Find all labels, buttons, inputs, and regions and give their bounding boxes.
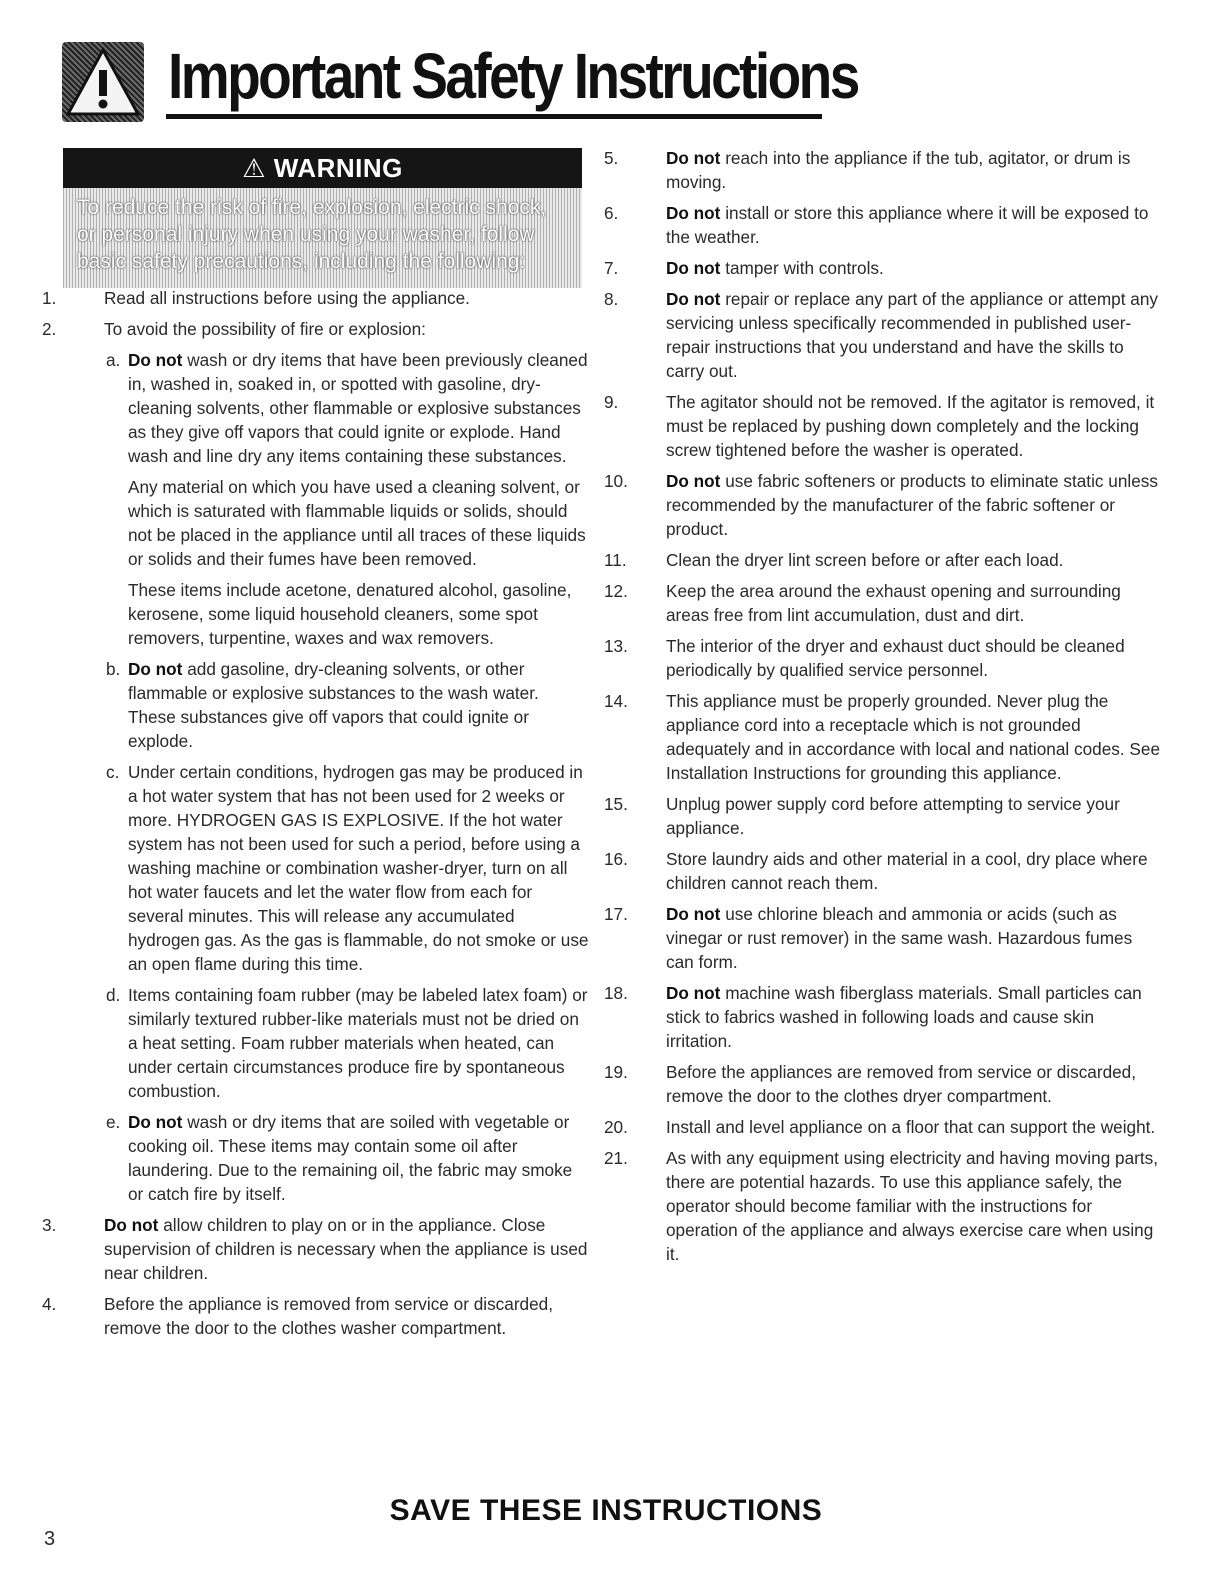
instruction-4: 4. Before the appliance is removed from service or discarded, remove the door to the clothes washer compartment. [42,1294,553,1338]
warning-line: basic safety precautions, including the following: [77,250,526,273]
instruction-10: 10. Do not use fabric softeners or products to eliminate static unless recommended by the manufacturer of the fabric softener or product. [604,471,1158,539]
instruction-6: 6. Do not install or store this appliance where it will be exposed to the weather. [604,203,1149,247]
instruction-11: 11. Clean the dryer lint screen before or after each load. [604,550,1064,570]
instruction-3: 3. Do not allow children to play on or in the appliance. Close supervision of children is necessary when the appliance is used near children. [42,1215,588,1283]
instruction-1: 1. Read all instructions before using the appliance. [42,288,470,308]
instruction-2a-para-2: These items include acetone, denatured alcohol, gasoline, kerosene, some liquid household cleaners, some spot removers, turpentine, waxes and wax removers. [128,580,572,648]
instruction-8: 8. Do not repair or replace any part of the appliance or attempt any servicing unless specifically recommended in published user-repair instructions that you understand and have the skills to carry out. [604,289,1158,381]
warning-header [63,148,582,188]
instruction-2c: c. Under certain conditions, hydrogen gas may be produced in a hot water system that has not been used for 2 weeks or more. HYDROGEN GAS IS EXPLOSIVE. If the hot water system has not been used for such a period, before using a washing machine or combination washer-dryer, turn on all hot water faucets and let the water flow from each for several minutes. This will release any accumulated hydrogen gas. As the gas is flammable, do not smoke or use an open flame during this time. [106,762,589,974]
instruction-2e: e. Do not wash or dry items that are soiled with vegetable or cooking oil. These items may contain some oil after laundering. Due to the remaining oil, the fabric may smoke or catch fire by itself. [106,1112,573,1204]
warning-text [63,188,582,288]
page-header [62,38,858,128]
page-title: Important Safety Instructions [168,40,858,112]
warning-label: WARNING [273,153,403,183]
warning-line: To reduce the risk of fire, explosion, electric shock, [77,196,547,219]
instruction-16: 16. Store laundry aids and other material in a cool, dry place where children cannot reach them. [604,849,1148,893]
instruction-21: 21. As with any equipment using electricity and having moving parts, there are potential hazards. To use this appliance safely, the operator should become familiar with the instructions for operation of the appliance and always exercise care when using it. [604,1148,1159,1264]
warning-triangle-icon [62,42,144,122]
instruction-12: 12. Keep the area around the exhaust opening and surrounding areas free from lint accumulation, dust and dirt. [604,581,1121,625]
instruction-15: 15. Unplug power supply cord before attempting to service your appliance. [604,794,1120,838]
instruction-2b: b. Do not add gasoline, dry-cleaning solvents, or other flammable or explosive substances to the wash water. These substances give off vapors that could ignite or explode. [106,659,539,751]
instruction-17: 17. Do not use chlorine bleach and ammonia or acids (such as vinegar or rust remover) in the same wash. Hazardous fumes can form. [604,904,1133,972]
warning-line: or personal injury when using your washer, follow [77,223,535,246]
page-number: 3 [44,1528,56,1550]
instruction-14: 14. This appliance must be properly grounded. Never plug the appliance cord into a receptacle which is not grounded adequately and in accordance with local and national codes. See Installation Instructions for grounding this appliance. [604,691,1161,783]
right-column [604,146,1164,1273]
instruction-19: 19. Before the appliances are removed from service or discarded, remove the door to the clothes dryer compartment. [604,1062,1137,1106]
left-column [42,286,590,1347]
instruction-13: 13. The interior of the dryer and exhaust duct should be cleaned periodically by qualified service personnel. [604,636,1125,680]
warning-small-icon: ⚠ [242,153,266,183]
instruction-2a: a. Do not wash or dry items that have been previously cleaned in, washed in, soaked in, or spotted with gasoline, dry-cleaning solvents, other flammable or explosive substances as they give off vapors that could ignite or explode. Hand wash and line dry any items containing these substances. [106,350,588,466]
instruction-7: 7. Do not tamper with controls. [604,258,884,278]
instruction-9: 9. The agitator should not be removed. If the agitator is removed, it must be replaced by pushing down completely and the locking screw tightened before the washer is operated. [604,392,1155,460]
instruction-2: 2. To avoid the possibility of fire or explosion: [42,319,426,339]
instruction-2d: d. Items containing foam rubber (may be labeled latex foam) or similarly textured rubber-like materials must not be dried on a heat setting. Foam rubber materials when heated, can under certain circumstances produce fire by spontaneous combustion. [106,985,588,1101]
instruction-5: 5. Do not reach into the appliance if the tub, agitator, or drum is moving. [604,148,1131,192]
instruction-20: 20. Install and level appliance on a floor that can support the weight. [604,1117,1156,1137]
title-underline [166,114,822,119]
warning-box [63,148,582,288]
instruction-18: 18. Do not machine wash fiberglass materials. Small particles can stick to fabrics washed in following loads and cause skin irritation. [604,983,1142,1051]
save-instructions-footer: SAVE THESE INSTRUCTIONS [389,1494,823,1527]
instruction-2a-para-1: Any material on which you have used a cleaning solvent, or which is saturated with flammable liquids or solids, should not be placed in the appliance until all traces of these liquids or solids and their fumes have been removed. [128,477,586,569]
